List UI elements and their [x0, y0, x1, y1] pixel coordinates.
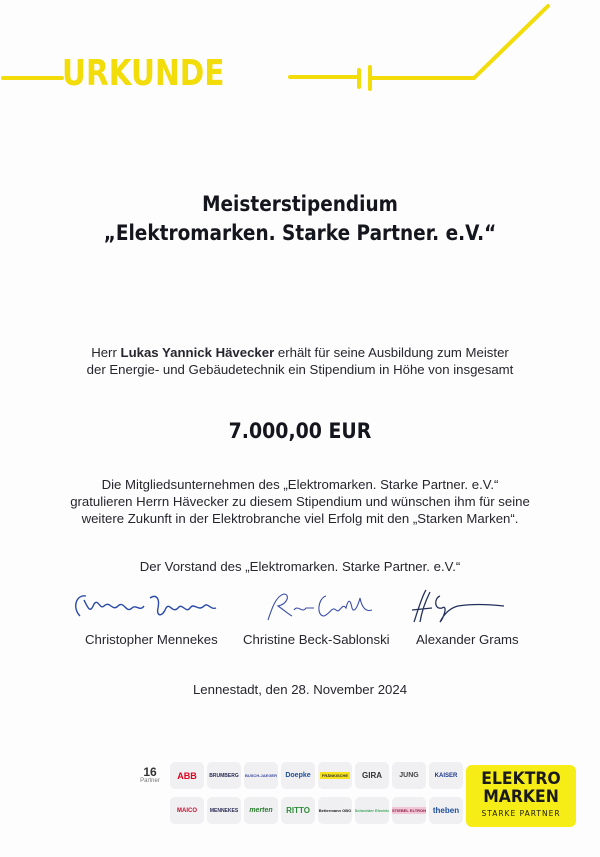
partner-logo-theben: theben	[429, 797, 463, 824]
partner-logo-brumberg: BRUMBERG	[207, 762, 241, 789]
partner-logo-merten: merten	[244, 797, 278, 824]
award-line-2: der Energie- und Gebäudetechnik ein Stipendium in Höhe von insgesamt	[86, 362, 514, 377]
partner-logo-gira: GIRA	[355, 762, 389, 789]
heading-line-2: „Elektromarken. Starke Partner. e.V.“	[103, 221, 497, 245]
scholarship-amount: 7.000,00 EUR	[228, 419, 372, 443]
signature-beck-sablonski	[262, 588, 382, 624]
partner-logo-obo: Bettermann OBO	[318, 797, 352, 824]
award-line-1: Herr Lukas Yannick Hävecker erhält für seine Ausbildung zum Meister	[91, 345, 509, 360]
board-line: Der Vorstand des „Elektromarken. Starke Partner. e.V.“	[139, 559, 461, 574]
scholarship-heading	[36, 190, 564, 248]
partner-logo-jung: JUNG	[392, 762, 426, 789]
signature-mennekes	[70, 588, 220, 624]
signer-name: Alexander Grams	[416, 632, 519, 647]
partner-logo-mennekes: MENNEKES	[207, 797, 241, 824]
partner-logo-maico: MAICO	[170, 797, 204, 824]
signature-grams	[400, 588, 510, 624]
partner-logo-kaiser: KAISER	[429, 762, 463, 789]
heading-line-1: Meisterstipendium	[202, 192, 398, 216]
signer-name: Christopher Mennekes	[85, 632, 218, 647]
partner-logo-schneider: Schneider Electric	[355, 797, 389, 824]
partner-logo-stiebel-eltron: STIEBEL ELTRON	[392, 797, 426, 824]
award-text	[0, 344, 600, 378]
certificate-title: URKUNDE	[62, 53, 225, 94]
congratulations-text: Die Mitgliedsunternehmen des „Elektromarken. Starke Partner. e.V.“ gratulieren Herrn Hävecker zu diesem Stipendium und wünschen ihm für seine weitere Zukunft in der Elektrobranche viel Erfolg mit den „Starken Marken“.	[70, 477, 530, 526]
partner-count: 16 Partner	[140, 765, 160, 784]
recipient-name: Lukas Yannick Hävecker	[120, 345, 275, 360]
signer-name: Christine Beck-Sablonski	[243, 632, 390, 647]
place-and-date: Lennestadt, den 28. November 2024	[192, 682, 408, 697]
partner-logo-ritto: RITTO	[281, 797, 315, 824]
partner-logo-abb: ABB	[170, 762, 204, 789]
partner-logo-doepke: Doepke	[281, 762, 315, 789]
elektromarken-logo: ELEKTRO MARKEN STARKE PARTNER	[466, 765, 576, 827]
partner-logo-busch-jaeger: BUSCH-JAEGER	[244, 762, 278, 789]
partner-logo-fraenkische: FRÄNKISCHE	[318, 762, 352, 789]
